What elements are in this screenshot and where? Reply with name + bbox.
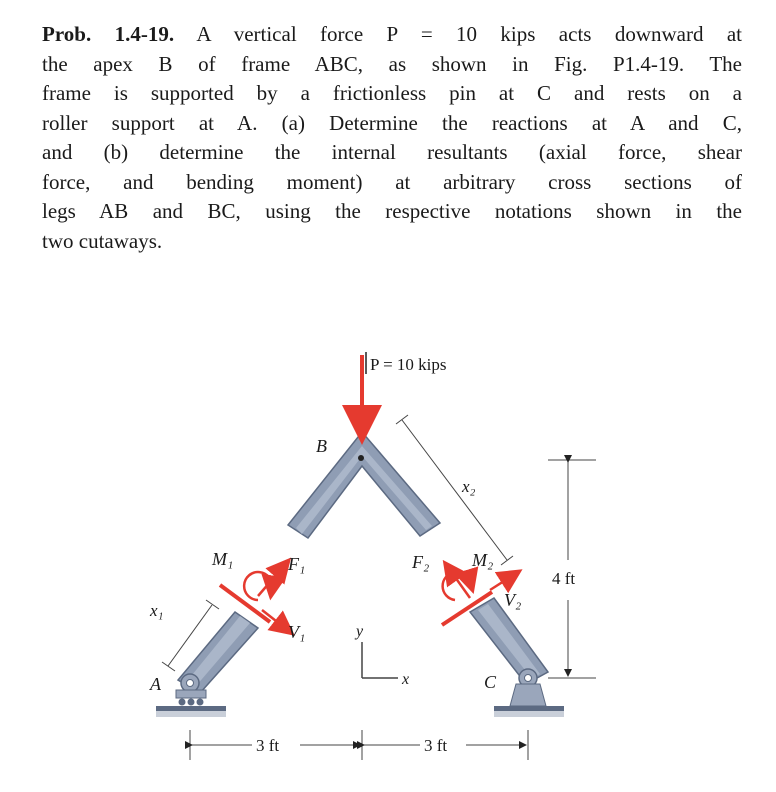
left-span-label: 3 ft (256, 736, 280, 755)
right-axial-arrow (450, 570, 470, 598)
load-label: P = 10 kips (370, 355, 447, 374)
right-moment-arrow (443, 572, 470, 600)
problem-line-3: frame is supported by a frictionless pin at C and rests on a (42, 81, 742, 105)
right-axial-label: F₂ (412, 552, 430, 572)
right-shear-label: V₂ (504, 590, 522, 610)
right-coord-label: x₂ (462, 477, 476, 496)
right-coord-line (402, 420, 507, 560)
support-c-label: C (484, 672, 497, 692)
right-shear-arrow (490, 576, 512, 590)
y-axis-label: y (356, 623, 364, 640)
problem-line-2: the apex B of frame ABC, as shown in Fig. P1.4-19. The (42, 51, 742, 76)
problem-line-1: Prob. 1.4-19. A vertical force P = 10 kips acts downward at (42, 22, 743, 46)
problem-line-4: roller support at A. (a) Determine the reactions at A and C, (42, 110, 742, 135)
left-moment-label: M₁ (212, 549, 234, 569)
apex-label: B (316, 436, 327, 456)
pin-support (494, 669, 564, 717)
problem-line-5: and (b) determine the internal resultants (axial force, shear (42, 140, 742, 164)
height-dim-label: 4 ft (552, 569, 576, 588)
roller-support (156, 674, 226, 717)
right-moment-label: M₂ (472, 550, 494, 570)
left-coord-label: x₁ (150, 601, 164, 620)
problem-line-6: force, and bending moment) at arbitrary cross sections of (42, 169, 742, 194)
support-a-label: A (150, 674, 161, 694)
right-span-label: 3 ft (424, 736, 448, 755)
x-axis-label: x (402, 671, 410, 688)
problem-line-7: legs AB and BC, using the respective notations shown in the (42, 199, 742, 223)
problem-line-8: two cutaways. (42, 228, 163, 253)
left-axial-label: F₁ (288, 554, 306, 574)
frame-upper (288, 432, 440, 538)
right-leg-segment (470, 598, 548, 684)
left-shear-label: V₁ (288, 622, 306, 642)
apex-point (358, 455, 364, 461)
problem-number: Prob. 1.4-19. (42, 22, 175, 46)
